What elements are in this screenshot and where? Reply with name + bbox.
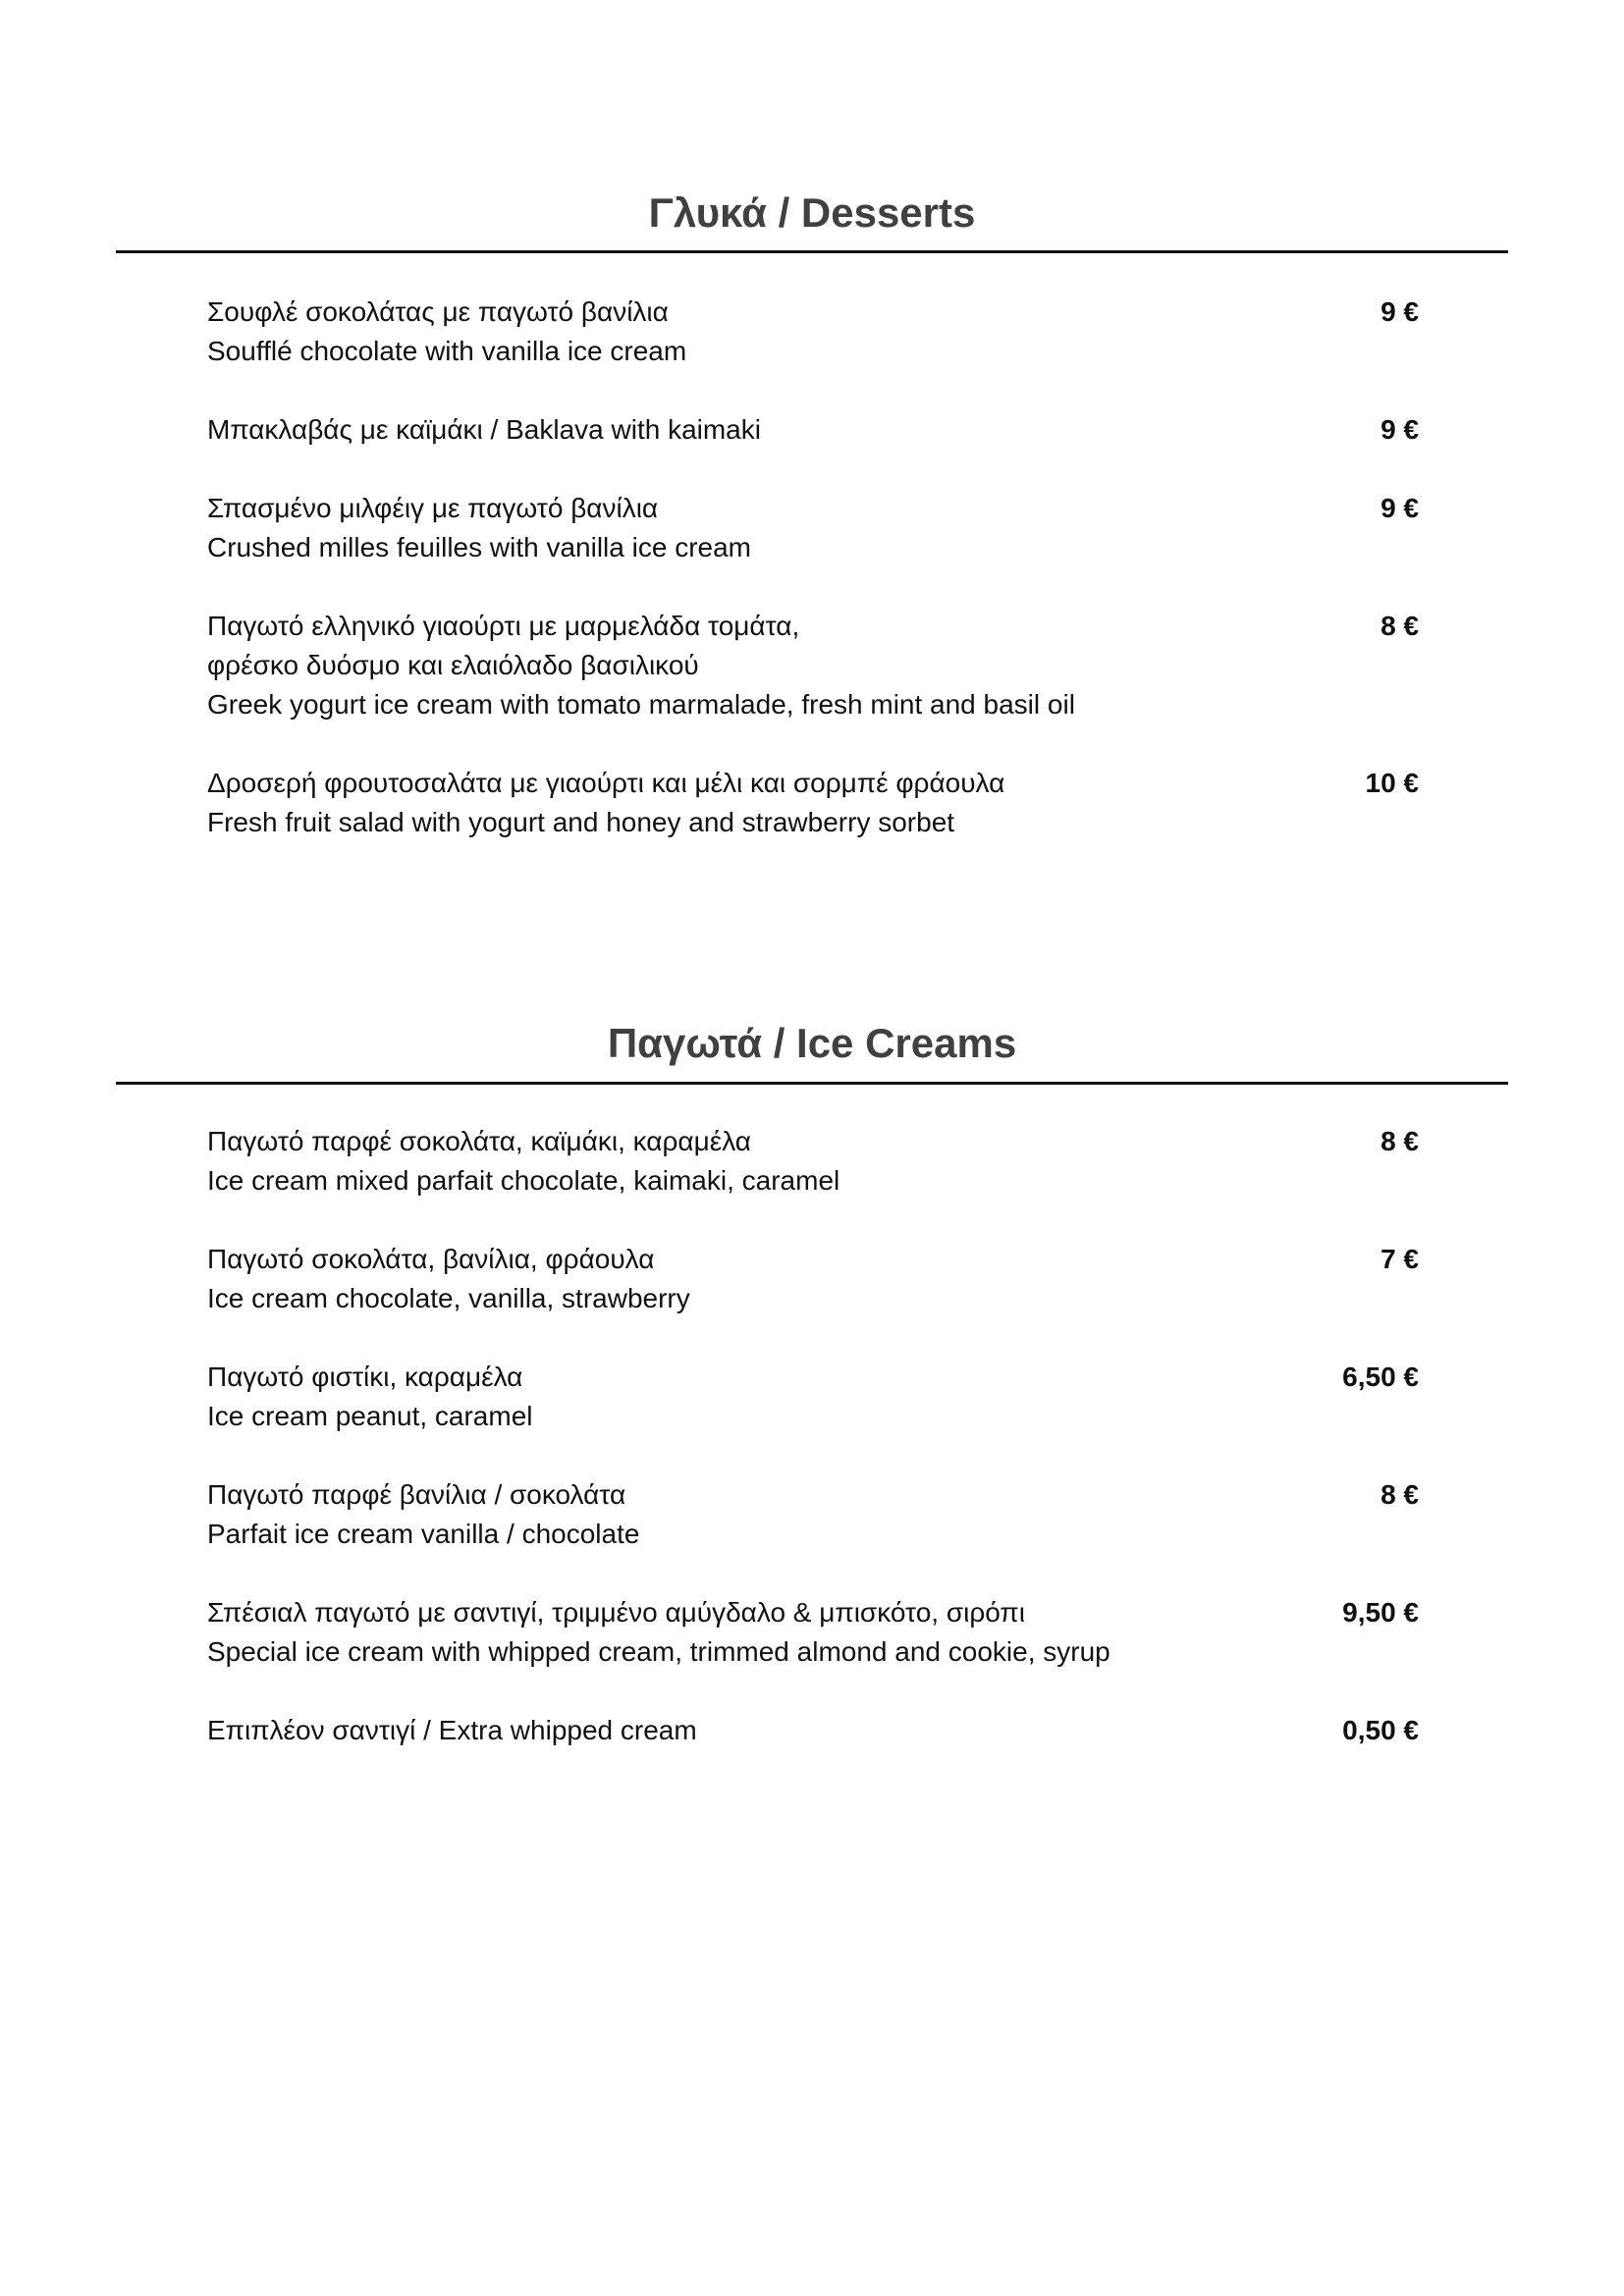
item-name-greek: Παγωτό σοκολάτα, βανίλια, φράουλα xyxy=(207,1244,655,1274)
item-name-english: Ice cream mixed parfait chocolate, kaimaki, caramel xyxy=(207,1165,840,1196)
item-name-greek: Δροσερή φρουτοσαλάτα με γιαούρτι και μέλι και σορμπέ φράουλα xyxy=(207,768,1005,798)
menu-item xyxy=(207,1122,1419,1201)
item-name-english: Soufflé chocolate with vanilla ice cream xyxy=(207,336,687,366)
menu-list-desserts xyxy=(207,293,1419,881)
item-price: 10 € xyxy=(1365,768,1419,798)
item-price: 9 € xyxy=(1380,493,1419,523)
item-price: 8 € xyxy=(1380,611,1419,641)
item-name-english: Ice cream chocolate, vanilla, strawberry xyxy=(207,1283,690,1313)
item-name-greek: Σουφλέ σοκολάτας με παγωτό βανίλια xyxy=(207,296,669,327)
item-name-english: Fresh fruit salad with yogurt and honey and strawberry sorbet xyxy=(207,807,955,837)
menu-item xyxy=(207,489,1419,567)
section-title-desserts: Γλυκά / Desserts xyxy=(648,189,976,236)
menu-item xyxy=(207,607,1419,724)
item-name-greek: Παγωτό ελληνικό γιαούρτι με μαρμελάδα τομάτα, xyxy=(207,611,800,641)
item-price: 0,50 € xyxy=(1342,1715,1419,1745)
menu-item-extra xyxy=(207,1711,1419,1750)
item-name-greek: Σπασμένο μιλφέιγ με παγωτό βανίλια xyxy=(207,493,659,523)
item-price: 8 € xyxy=(1380,1126,1419,1156)
menu-item xyxy=(207,410,1419,450)
item-price: 7 € xyxy=(1380,1244,1419,1274)
menu-item xyxy=(207,1593,1419,1672)
menu-list-ice-creams xyxy=(207,1122,1419,1789)
item-name-english: Greek yogurt ice cream with tomato marmalade, fresh mint and basil oil xyxy=(207,689,1075,720)
menu-item xyxy=(207,1475,1419,1554)
section-divider xyxy=(116,1082,1508,1085)
menu-item xyxy=(207,764,1419,842)
item-name: Μπακλαβάς με καϊμάκι / Baklava with kaimaki xyxy=(207,414,761,445)
item-name-greek: Σπέσιαλ παγωτό με σαντιγί, τριμμένο αμύγδαλο & μπισκότο, σιρόπι xyxy=(207,1597,1025,1628)
item-name-english: Parfait ice cream vanilla / chocolate xyxy=(207,1519,640,1549)
menu-item xyxy=(207,1358,1419,1436)
item-name-greek: Παγωτό παρφέ βανίλια / σοκολάτα xyxy=(207,1479,626,1510)
item-name-greek-cont: φρέσκο δυόσμο και ελαιόλαδο βασιλικού xyxy=(207,650,699,680)
item-name-english: Crushed milles feuilles with vanilla ice cream xyxy=(207,532,751,562)
menu-item xyxy=(207,293,1419,371)
item-price: 9,50 € xyxy=(1342,1597,1419,1628)
menu-item xyxy=(207,1240,1419,1318)
section-divider xyxy=(116,250,1508,253)
item-price: 9 € xyxy=(1380,296,1419,327)
item-price: 9 € xyxy=(1380,414,1419,445)
item-name-greek: Παγωτό φιστίκι, καραμέλα xyxy=(207,1362,523,1392)
item-price: 6,50 € xyxy=(1342,1362,1419,1392)
item-name-english: Special ice cream with whipped cream, trimmed almond and cookie, syrup xyxy=(207,1636,1110,1667)
item-name: Επιπλέον σαντιγί / Extra whipped cream xyxy=(207,1715,697,1745)
item-name-english: Ice cream peanut, caramel xyxy=(207,1401,533,1431)
section-title-ice-creams: Παγωτά / Ice Creams xyxy=(607,1020,1017,1066)
item-price: 8 € xyxy=(1380,1479,1419,1510)
item-name-greek: Παγωτό παρφέ σοκολάτα, καϊμάκι, καραμέλα xyxy=(207,1126,751,1156)
